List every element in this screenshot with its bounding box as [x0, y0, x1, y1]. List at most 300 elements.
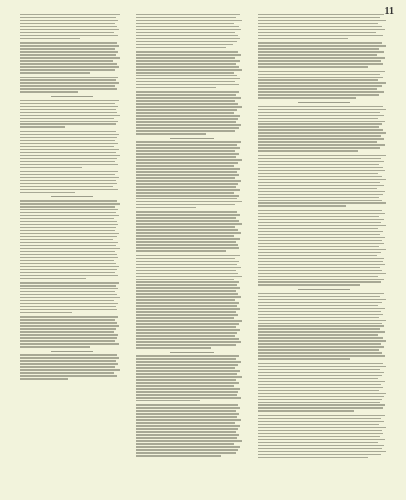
text-line	[258, 410, 354, 411]
text-line	[258, 91, 384, 92]
text-line	[136, 397, 241, 398]
section-rule	[51, 196, 93, 197]
text-line	[258, 402, 380, 403]
text-line	[20, 375, 117, 376]
text-line	[258, 384, 381, 385]
text-line	[136, 106, 242, 107]
text-line	[258, 281, 381, 282]
text-line	[136, 201, 242, 202]
text-line	[258, 135, 381, 136]
text-line	[20, 288, 118, 289]
text-line	[258, 129, 383, 130]
text-line	[136, 416, 237, 417]
text-line	[136, 452, 236, 453]
text-line	[258, 42, 382, 43]
text-line	[258, 164, 379, 165]
text-line	[20, 254, 117, 255]
text-line	[258, 276, 378, 277]
text-line	[136, 344, 236, 345]
text-line	[20, 38, 80, 39]
text-line	[20, 257, 118, 258]
text-line	[136, 35, 238, 36]
article-paragraph	[136, 404, 248, 456]
text-line	[136, 223, 242, 224]
text-line	[20, 72, 90, 73]
text-line	[136, 431, 236, 432]
text-line	[20, 233, 119, 234]
article-paragraph	[258, 71, 390, 99]
text-line	[20, 306, 116, 307]
text-line	[258, 325, 384, 326]
article-paragraph	[20, 171, 124, 193]
text-line	[258, 328, 380, 329]
text-line	[258, 393, 386, 394]
text-line	[136, 258, 235, 259]
text-line	[136, 250, 226, 251]
text-line	[258, 451, 386, 452]
text-line	[20, 215, 119, 216]
text-line	[258, 48, 379, 49]
text-line	[20, 334, 118, 335]
text-line	[258, 381, 385, 382]
text-line	[20, 82, 119, 83]
section-rule	[170, 352, 215, 353]
text-line	[20, 167, 82, 168]
text-line	[20, 218, 114, 219]
text-line	[136, 124, 241, 125]
text-line	[258, 213, 385, 214]
article-paragraph	[136, 141, 248, 208]
text-line	[20, 146, 114, 147]
text-line	[20, 32, 114, 33]
text-line	[20, 155, 120, 156]
text-line	[136, 162, 238, 163]
text-line	[258, 88, 377, 89]
text-line	[258, 267, 380, 268]
section-rule	[298, 102, 351, 103]
text-line	[20, 209, 118, 210]
text-line	[20, 42, 117, 43]
text-line	[136, 370, 240, 371]
article-paragraph	[136, 14, 248, 48]
text-line	[136, 329, 240, 330]
text-line	[20, 123, 116, 124]
text-line	[136, 115, 240, 116]
text-line	[136, 413, 239, 414]
text-line	[136, 20, 242, 21]
text-line	[20, 186, 113, 187]
text-line	[20, 242, 118, 243]
text-line	[258, 216, 379, 217]
text-line	[136, 121, 236, 122]
text-line	[136, 287, 240, 288]
text-line	[20, 91, 78, 92]
text-line	[136, 100, 235, 101]
text-line	[20, 174, 115, 175]
text-line	[136, 180, 241, 181]
text-line	[136, 78, 240, 79]
text-line	[258, 200, 382, 201]
text-line	[258, 121, 385, 122]
text-line	[20, 245, 116, 246]
text-line	[20, 337, 117, 338]
text-line	[136, 391, 238, 392]
text-line	[20, 340, 115, 341]
text-line	[258, 258, 384, 259]
text-line	[20, 291, 115, 292]
text-line	[20, 60, 113, 61]
text-line	[20, 131, 116, 132]
text-line	[258, 375, 382, 376]
text-line	[258, 185, 384, 186]
text-line	[136, 29, 241, 30]
text-line	[136, 379, 236, 380]
text-line	[136, 214, 240, 215]
article-paragraph	[258, 210, 390, 286]
text-line	[258, 126, 379, 127]
text-line	[258, 210, 382, 211]
text-line	[136, 133, 206, 134]
text-line	[20, 51, 118, 52]
text-line	[20, 360, 116, 361]
text-line	[258, 237, 385, 238]
text-line	[258, 109, 386, 110]
text-line	[20, 63, 117, 64]
article-paragraph	[258, 155, 390, 207]
text-line	[258, 243, 384, 244]
text-line	[136, 204, 235, 205]
text-line	[136, 361, 241, 362]
text-line	[20, 77, 118, 78]
text-line	[20, 189, 118, 190]
article-paragraph	[258, 14, 390, 39]
text-line	[136, 198, 237, 199]
text-line	[20, 269, 117, 270]
text-line	[258, 161, 384, 162]
text-line	[258, 399, 382, 400]
text-line	[258, 331, 385, 332]
text-line	[20, 106, 118, 107]
text-line	[258, 79, 378, 80]
text-line	[258, 57, 385, 58]
text-line	[20, 26, 117, 27]
text-line	[20, 149, 119, 150]
text-line	[136, 87, 216, 88]
text-line	[136, 153, 239, 154]
text-line	[20, 328, 116, 329]
text-line	[136, 229, 238, 230]
text-line	[136, 410, 236, 411]
text-line	[258, 191, 385, 192]
text-line	[258, 334, 378, 335]
text-line	[20, 343, 119, 344]
text-line	[258, 74, 380, 75]
text-line	[20, 300, 114, 301]
text-line	[136, 281, 239, 282]
text-line	[20, 331, 114, 332]
text-line	[136, 320, 242, 321]
text-line	[136, 189, 240, 190]
text-line	[20, 29, 119, 30]
text-line	[136, 443, 234, 444]
text-line	[20, 369, 120, 370]
text-line	[20, 346, 90, 347]
text-line	[20, 143, 118, 144]
text-line	[20, 206, 115, 207]
section-rule	[170, 138, 215, 139]
text-line	[258, 308, 385, 309]
text-line	[20, 200, 117, 201]
text-line	[258, 158, 381, 159]
text-line	[136, 32, 235, 33]
text-line	[136, 270, 236, 271]
text-line	[258, 323, 382, 324]
text-line	[258, 202, 386, 203]
text-line	[258, 240, 382, 241]
text-line	[136, 38, 240, 39]
text-line	[20, 354, 117, 355]
text-line	[136, 174, 239, 175]
text-line	[258, 363, 383, 364]
article-paragraph	[258, 415, 390, 458]
text-line	[258, 194, 383, 195]
text-line	[136, 57, 235, 58]
text-line	[258, 320, 386, 321]
text-line	[258, 118, 378, 119]
text-line	[136, 290, 236, 291]
text-line	[20, 85, 115, 86]
article-paragraph	[20, 316, 124, 347]
text-line	[136, 296, 241, 297]
text-line	[20, 158, 117, 159]
text-line	[136, 47, 226, 48]
text-line	[20, 319, 115, 320]
text-line	[258, 352, 382, 353]
text-line	[136, 72, 234, 73]
text-line	[258, 358, 350, 359]
text-line	[136, 183, 238, 184]
text-line	[20, 177, 119, 178]
text-line	[136, 26, 239, 27]
page-number: 11	[384, 6, 394, 17]
text-line	[136, 144, 237, 145]
section-rule	[51, 351, 93, 352]
text-line	[258, 387, 383, 388]
text-line	[136, 247, 239, 248]
text-line	[258, 225, 386, 226]
text-line	[136, 400, 200, 401]
article-paragraph	[20, 200, 124, 279]
text-line	[136, 54, 241, 55]
text-line	[136, 112, 234, 113]
text-line	[136, 23, 234, 24]
text-line	[258, 228, 378, 229]
text-line	[20, 221, 117, 222]
text-line	[136, 373, 237, 374]
text-line	[136, 367, 235, 368]
text-line	[20, 69, 115, 70]
text-line	[258, 45, 386, 46]
text-line	[136, 220, 239, 221]
text-line	[20, 88, 117, 89]
text-line	[136, 109, 237, 110]
text-line	[20, 54, 116, 55]
text-line	[258, 311, 381, 312]
text-line	[258, 155, 386, 156]
text-line	[258, 349, 379, 350]
text-line	[258, 317, 379, 318]
article-paragraph	[20, 77, 124, 93]
text-line	[258, 372, 384, 373]
text-line	[136, 341, 241, 342]
text-line	[20, 17, 116, 18]
text-line	[136, 150, 235, 151]
text-line	[258, 179, 386, 180]
text-line	[20, 272, 115, 273]
text-line	[20, 180, 116, 181]
text-line	[136, 455, 221, 456]
article-paragraph	[136, 211, 248, 251]
text-line	[258, 112, 380, 113]
text-line	[20, 278, 86, 279]
text-line	[136, 305, 237, 306]
text-line	[136, 338, 239, 339]
text-line	[20, 322, 117, 323]
article-paragraph	[20, 131, 124, 168]
text-line	[136, 14, 240, 15]
text-line	[136, 66, 239, 67]
text-line	[20, 372, 114, 373]
text-line	[258, 17, 380, 18]
text-line	[136, 428, 238, 429]
text-line	[136, 186, 236, 187]
column-3	[258, 14, 390, 461]
text-line	[136, 244, 238, 245]
column-1	[20, 14, 124, 383]
text-line	[20, 20, 118, 21]
text-line	[136, 317, 234, 318]
text-line	[136, 332, 237, 333]
text-line	[20, 164, 118, 165]
text-line	[258, 369, 380, 370]
text-line	[136, 41, 237, 42]
text-line	[20, 45, 119, 46]
text-line	[258, 14, 384, 15]
article-paragraph	[136, 255, 248, 349]
text-line	[258, 219, 384, 220]
article-paragraph	[258, 106, 390, 152]
text-line	[136, 226, 235, 227]
text-line	[136, 267, 241, 268]
text-line	[258, 205, 346, 206]
text-line	[20, 325, 119, 326]
article-paragraph	[136, 51, 248, 88]
text-line	[136, 217, 236, 218]
text-line	[20, 140, 115, 141]
text-line	[258, 167, 383, 168]
text-line	[136, 241, 236, 242]
text-line	[20, 212, 116, 213]
text-line	[136, 434, 239, 435]
text-line	[258, 337, 383, 338]
article-paragraph	[258, 363, 390, 412]
text-line	[258, 123, 382, 124]
text-line	[136, 293, 238, 294]
article-paragraph	[258, 293, 390, 360]
text-line	[20, 118, 114, 119]
text-line	[136, 75, 237, 76]
text-line	[20, 57, 120, 58]
section-rule	[51, 96, 93, 97]
text-line	[258, 106, 383, 107]
text-line	[258, 54, 377, 55]
text-line	[136, 97, 241, 98]
text-line	[258, 261, 383, 262]
text-line	[136, 323, 239, 324]
text-line	[258, 421, 384, 422]
text-line	[258, 366, 386, 367]
text-line	[258, 138, 384, 139]
text-line	[136, 308, 240, 309]
text-line	[258, 302, 382, 303]
text-line	[258, 299, 386, 300]
column-2	[136, 14, 248, 460]
text-line	[136, 385, 234, 386]
text-line	[20, 192, 75, 193]
text-line	[136, 364, 238, 365]
text-line	[258, 66, 368, 67]
text-line	[20, 316, 118, 317]
text-line	[20, 230, 115, 231]
text-line	[258, 144, 385, 145]
text-line	[136, 264, 237, 265]
text-line	[136, 211, 237, 212]
text-line	[136, 355, 239, 356]
text-line	[136, 407, 240, 408]
text-line	[258, 77, 383, 78]
text-line	[20, 100, 119, 101]
text-line	[136, 276, 242, 277]
text-line	[136, 347, 211, 348]
text-line	[258, 94, 379, 95]
text-line	[136, 127, 239, 128]
text-line	[258, 340, 386, 341]
text-line	[20, 109, 116, 110]
section-rule	[298, 289, 351, 290]
text-line	[20, 251, 115, 252]
text-line	[136, 235, 234, 236]
text-line	[258, 26, 382, 27]
text-line	[136, 51, 238, 52]
text-line	[258, 255, 377, 256]
text-line	[136, 165, 234, 166]
text-line	[258, 132, 386, 133]
text-line	[136, 440, 242, 441]
text-line	[136, 63, 236, 64]
text-line	[258, 296, 380, 297]
text-line	[20, 79, 116, 80]
text-line	[136, 81, 235, 82]
text-line	[258, 407, 383, 408]
text-line	[258, 71, 385, 72]
text-line	[136, 437, 237, 438]
text-line	[20, 275, 118, 276]
text-line	[20, 161, 115, 162]
text-line	[20, 378, 68, 379]
text-line	[136, 118, 238, 119]
text-line	[136, 103, 238, 104]
text-line	[20, 171, 118, 172]
